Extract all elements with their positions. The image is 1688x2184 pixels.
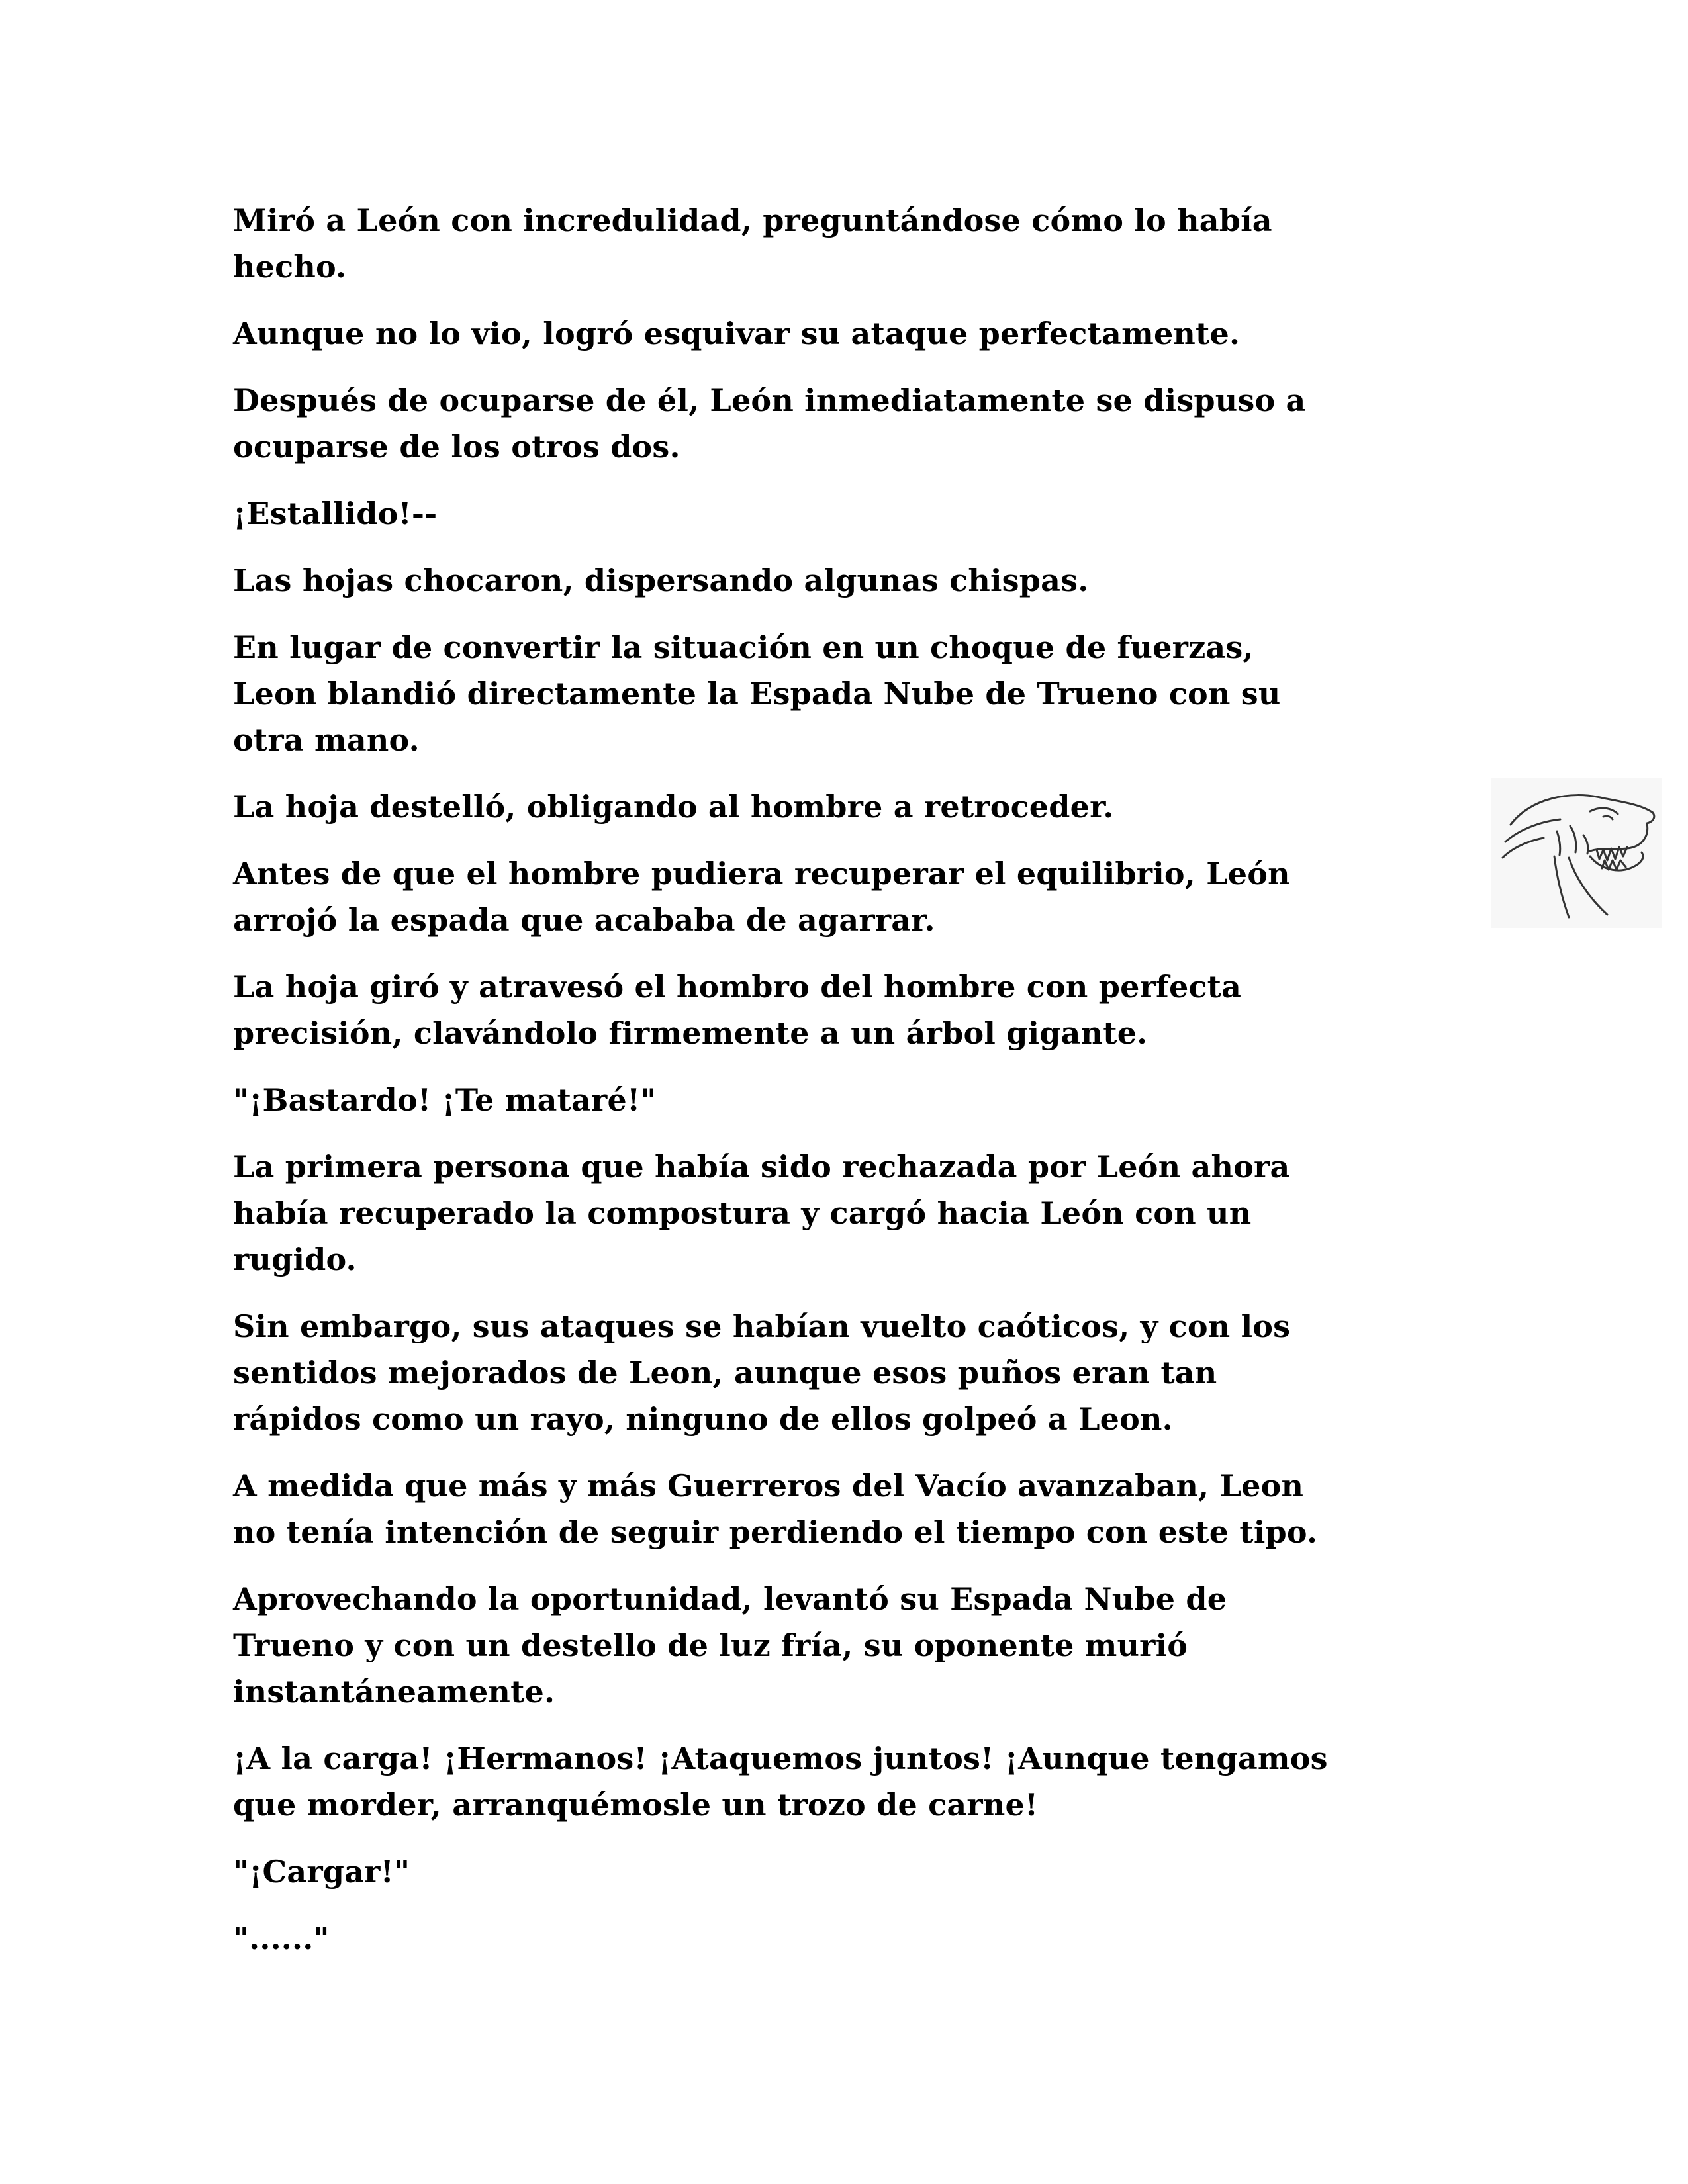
dinosaur-head-icon xyxy=(1491,778,1662,928)
paragraph: En lugar de convertir la situación en un choque de fuerzas, Leon blandió directamente la Espada Nube de Trueno con su otra mano. xyxy=(233,629,1281,758)
paragraph: Después de ocuparse de él, León inmediatamente se dispuso a ocuparse de los otros dos. xyxy=(233,383,1306,465)
paragraph: Sin embargo, sus ataques se habían vuelto caóticos, y con los sentidos mejorados de Leon, aunque esos puños eran tan rápidos como un rayo, ninguno de ellos golpeó a Leon. xyxy=(233,1308,1291,1437)
paragraph: Miró a León con incredulidad, preguntándose cómo lo había hecho. xyxy=(233,203,1272,285)
paragraph: "......" xyxy=(233,1921,330,1956)
paragraph: ¡A la carga! ¡Hermanos! ¡Ataquemos juntos! ¡Aunque tengamos que morder, arranquémosle un trozo de carne! xyxy=(233,1741,1328,1823)
paragraph: Las hojas chocaron, dispersando algunas chispas. xyxy=(233,563,1089,598)
paragraph: La primera persona que había sido rechazada por León ahora había recuperado la compostura y cargó hacia León con un rugido. xyxy=(233,1149,1290,1277)
paragraph: La hoja giró y atravesó el hombro del hombre con perfecta precisión, clavándolo firmemente a un árbol gigante. xyxy=(233,969,1242,1051)
paragraph: "¡Bastardo! ¡Te mataré!" xyxy=(233,1082,657,1118)
text-body xyxy=(233,197,1477,1982)
paragraph: Aprovechando la oportunidad, levantó su Espada Nube de Trueno y con un destello de luz fría, su oponente murió instantáneamente. xyxy=(233,1581,1227,1709)
paragraph: A medida que más y más Guerreros del Vacío avanzaban, Leon no tenía intención de seguir perdiendo el tiempo con este tipo. xyxy=(233,1468,1318,1550)
paragraph: Aunque no lo vio, logró esquivar su ataque perfectamente. xyxy=(233,316,1241,351)
paragraph: "¡Cargar!" xyxy=(233,1854,410,1889)
paragraph: ¡Estallido!-- xyxy=(233,496,438,531)
paragraph: Antes de que el hombre pudiera recuperar el equilibrio, León arrojó la espada que acababa de agarrar. xyxy=(233,856,1290,938)
paragraph: La hoja destelló, obligando al hombre a retroceder. xyxy=(233,789,1114,825)
